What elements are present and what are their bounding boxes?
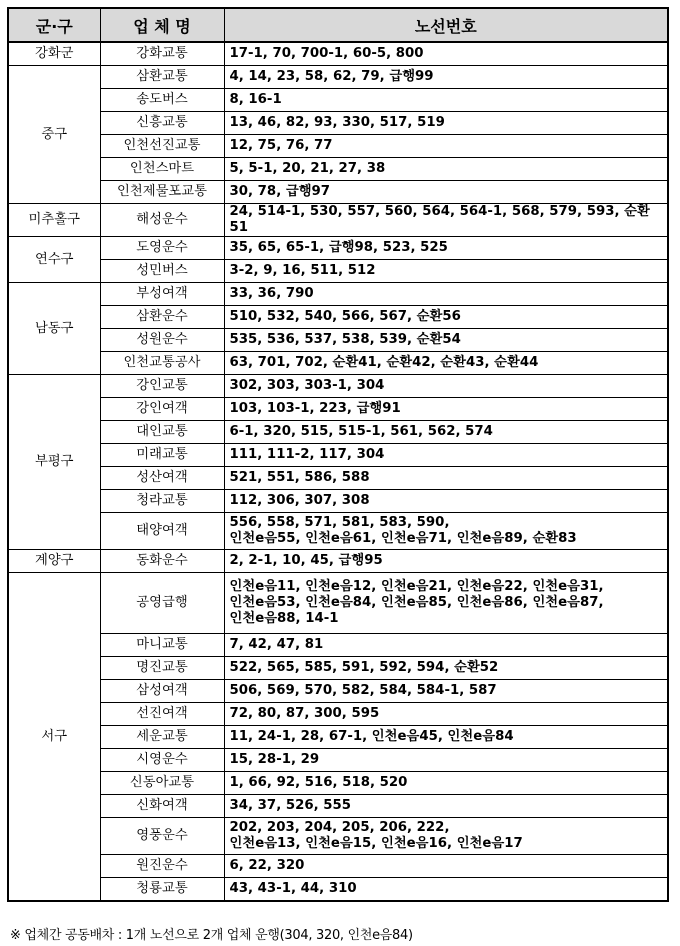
company-cell: 명진교통 bbox=[100, 657, 224, 680]
table-row bbox=[8, 204, 668, 237]
table-row bbox=[8, 135, 668, 158]
routes-cell: 13, 46, 82, 93, 330, 517, 519 bbox=[224, 112, 668, 135]
company-cell: 강인교통 bbox=[100, 375, 224, 398]
company-cell: 인천선진교통 bbox=[100, 135, 224, 158]
company-cell: 해성운수 bbox=[100, 204, 224, 237]
company-cell: 부성여객 bbox=[100, 283, 224, 306]
routes-cell: 4, 14, 23, 58, 62, 79, 급행99 bbox=[224, 66, 668, 89]
table-row bbox=[8, 260, 668, 283]
routes-cell: 535, 536, 537, 538, 539, 순환54 bbox=[224, 329, 668, 352]
table-row bbox=[8, 375, 668, 398]
routes-cell: 11, 24-1, 28, 67-1, 인천e음45, 인천e음84 bbox=[224, 726, 668, 749]
routes-cell: 7, 42, 47, 81 bbox=[224, 634, 668, 657]
company-cell: 세운교통 bbox=[100, 726, 224, 749]
table-row bbox=[8, 181, 668, 204]
company-cell: 강화교통 bbox=[100, 42, 224, 66]
company-cell: 시영운수 bbox=[100, 749, 224, 772]
routes-cell: 2, 2-1, 10, 45, 급행95 bbox=[224, 550, 668, 573]
company-cell: 삼성여객 bbox=[100, 680, 224, 703]
routes-cell: 522, 565, 585, 591, 592, 594, 순환52 bbox=[224, 657, 668, 680]
company-cell: 신동아교통 bbox=[100, 772, 224, 795]
table-row bbox=[8, 680, 668, 703]
routes-cell: 인천e음11, 인천e음12, 인천e음21, 인천e음22, 인천e음31, 인천e음53, 인천e음84, 인천e음85, 인천e음86, 인천e음87, 인천e음88, 14-1 bbox=[224, 573, 668, 634]
district-cell: 부평구 bbox=[8, 375, 100, 550]
routes-cell: 24, 514-1, 530, 557, 560, 564, 564-1, 568, 579, 593, 순환51 bbox=[224, 204, 668, 237]
routes-cell: 556, 558, 571, 581, 583, 590, 인천e음55, 인천e음61, 인천e음71, 인천e음89, 순환83 bbox=[224, 513, 668, 550]
district-cell: 남동구 bbox=[8, 283, 100, 375]
district-cell: 서구 bbox=[8, 573, 100, 902]
header-company: 업 체 명 bbox=[100, 8, 224, 42]
table-row bbox=[8, 513, 668, 550]
table-row bbox=[8, 749, 668, 772]
table-row bbox=[8, 703, 668, 726]
table-row bbox=[8, 237, 668, 260]
bus-route-document bbox=[7, 7, 667, 943]
routes-cell: 43, 43-1, 44, 310 bbox=[224, 878, 668, 902]
routes-cell: 6-1, 320, 515, 515-1, 561, 562, 574 bbox=[224, 421, 668, 444]
table-row bbox=[8, 398, 668, 421]
company-cell: 선진여객 bbox=[100, 703, 224, 726]
routes-cell: 506, 569, 570, 582, 584, 584-1, 587 bbox=[224, 680, 668, 703]
routes-cell: 111, 111-2, 117, 304 bbox=[224, 444, 668, 467]
routes-cell: 8, 16-1 bbox=[224, 89, 668, 112]
routes-cell: 6, 22, 320 bbox=[224, 855, 668, 878]
company-cell: 삼환교통 bbox=[100, 66, 224, 89]
company-cell: 성산여객 bbox=[100, 467, 224, 490]
company-cell: 인천제물포교통 bbox=[100, 181, 224, 204]
district-cell: 강화군 bbox=[8, 42, 100, 66]
table-row bbox=[8, 726, 668, 749]
table-row bbox=[8, 855, 668, 878]
routes-cell: 63, 701, 702, 순환41, 순환42, 순환43, 순환44 bbox=[224, 352, 668, 375]
table-row bbox=[8, 444, 668, 467]
routes-cell: 202, 203, 204, 205, 206, 222, 인천e음13, 인천e음15, 인천e음16, 인천e음17 bbox=[224, 818, 668, 855]
table-row bbox=[8, 573, 668, 634]
company-cell: 대인교통 bbox=[100, 421, 224, 444]
routes-cell: 1, 66, 92, 516, 518, 520 bbox=[224, 772, 668, 795]
table-row bbox=[8, 490, 668, 513]
company-cell: 신흥교통 bbox=[100, 112, 224, 135]
company-cell: 미래교통 bbox=[100, 444, 224, 467]
table-row bbox=[8, 818, 668, 855]
routes-cell: 103, 103-1, 223, 급행91 bbox=[224, 398, 668, 421]
company-cell: 송도버스 bbox=[100, 89, 224, 112]
routes-cell: 3-2, 9, 16, 511, 512 bbox=[224, 260, 668, 283]
table-row bbox=[8, 878, 668, 902]
district-cell: 미추홀구 bbox=[8, 204, 100, 237]
routes-cell: 510, 532, 540, 566, 567, 순환56 bbox=[224, 306, 668, 329]
table-row bbox=[8, 352, 668, 375]
company-cell: 청룡교통 bbox=[100, 878, 224, 902]
table-row bbox=[8, 795, 668, 818]
company-cell: 인천스마트 bbox=[100, 158, 224, 181]
table-row bbox=[8, 772, 668, 795]
table-row bbox=[8, 66, 668, 89]
routes-cell: 521, 551, 586, 588 bbox=[224, 467, 668, 490]
company-cell: 신화여객 bbox=[100, 795, 224, 818]
company-cell: 공영급행 bbox=[100, 573, 224, 634]
header-routes: 노선번호 bbox=[224, 8, 668, 42]
company-cell: 도영운수 bbox=[100, 237, 224, 260]
table-header bbox=[8, 8, 668, 42]
routes-cell: 302, 303, 303-1, 304 bbox=[224, 375, 668, 398]
table-body bbox=[8, 42, 668, 901]
routes-cell: 34, 37, 526, 555 bbox=[224, 795, 668, 818]
table-row bbox=[8, 467, 668, 490]
company-cell: 영풍운수 bbox=[100, 818, 224, 855]
table-row bbox=[8, 421, 668, 444]
company-cell: 마니교통 bbox=[100, 634, 224, 657]
footnote: ※ 업체간 공동배차 : 1개 노선으로 2개 업체 운행(304, 320, 인천e음84) bbox=[10, 928, 413, 943]
district-cell: 계양구 bbox=[8, 550, 100, 573]
company-cell: 태양여객 bbox=[100, 513, 224, 550]
table-row bbox=[8, 634, 668, 657]
company-cell: 성민버스 bbox=[100, 260, 224, 283]
district-cell: 중구 bbox=[8, 66, 100, 204]
table-row bbox=[8, 657, 668, 680]
company-cell: 성원운수 bbox=[100, 329, 224, 352]
bus-route-table bbox=[7, 7, 669, 902]
table-row bbox=[8, 283, 668, 306]
routes-cell: 17-1, 70, 700-1, 60-5, 800 bbox=[224, 42, 668, 66]
company-cell: 청라교통 bbox=[100, 490, 224, 513]
table-row bbox=[8, 306, 668, 329]
company-cell: 동화운수 bbox=[100, 550, 224, 573]
district-cell: 연수구 bbox=[8, 237, 100, 283]
routes-cell: 33, 36, 790 bbox=[224, 283, 668, 306]
routes-cell: 12, 75, 76, 77 bbox=[224, 135, 668, 158]
table-row bbox=[8, 42, 668, 66]
table-row bbox=[8, 550, 668, 573]
company-cell: 인천교통공사 bbox=[100, 352, 224, 375]
header-district: 군·구 bbox=[8, 8, 100, 42]
routes-cell: 35, 65, 65-1, 급행98, 523, 525 bbox=[224, 237, 668, 260]
company-cell: 원진운수 bbox=[100, 855, 224, 878]
table-row bbox=[8, 112, 668, 135]
routes-cell: 5, 5-1, 20, 21, 27, 38 bbox=[224, 158, 668, 181]
routes-cell: 30, 78, 급행97 bbox=[224, 181, 668, 204]
routes-cell: 72, 80, 87, 300, 595 bbox=[224, 703, 668, 726]
company-cell: 삼환운수 bbox=[100, 306, 224, 329]
routes-cell: 112, 306, 307, 308 bbox=[224, 490, 668, 513]
table-row bbox=[8, 89, 668, 112]
table-row bbox=[8, 329, 668, 352]
company-cell: 강인여객 bbox=[100, 398, 224, 421]
table-row bbox=[8, 158, 668, 181]
routes-cell: 15, 28-1, 29 bbox=[224, 749, 668, 772]
